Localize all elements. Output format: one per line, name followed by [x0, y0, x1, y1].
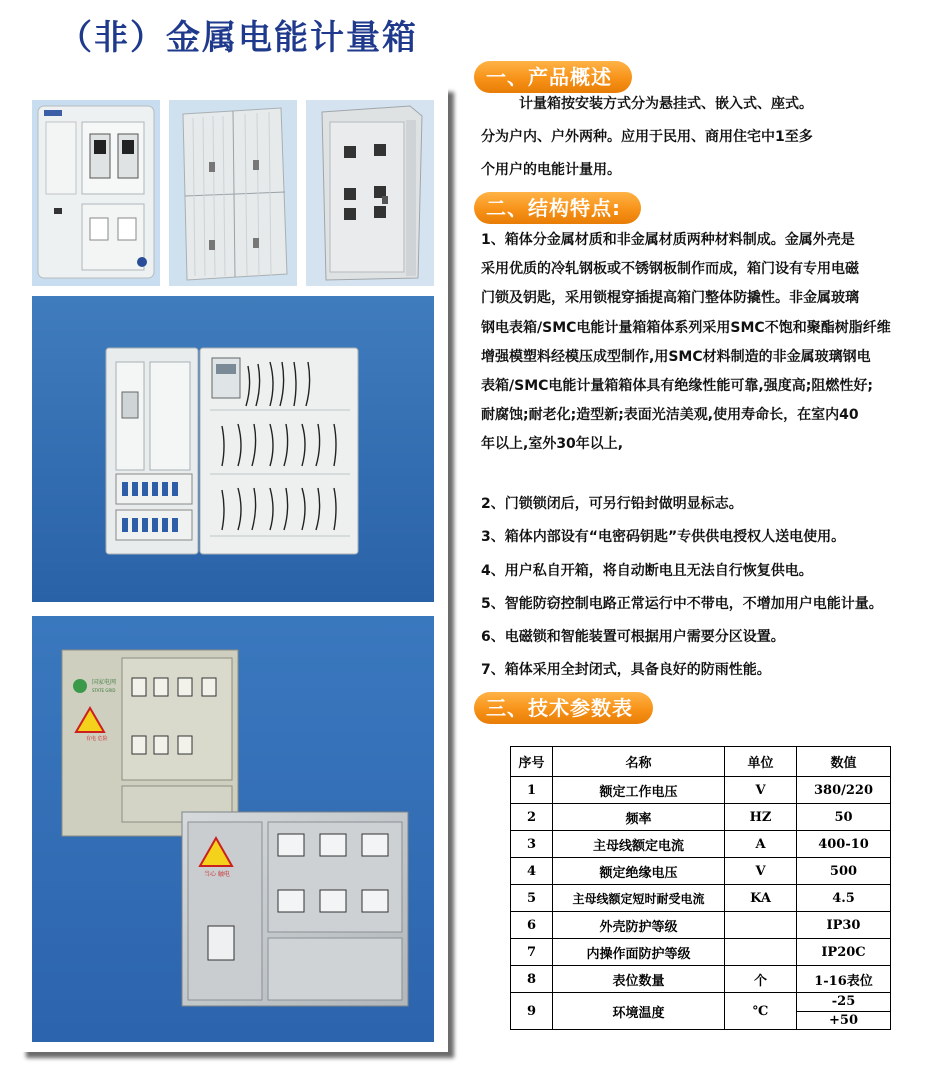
cell-unit: A: [725, 831, 797, 858]
table-row: [511, 966, 891, 993]
structure-line: 1、箱体分金属材质和非金属材质两种材料制成。金属外壳是: [481, 232, 855, 248]
structure-line: 耐腐蚀;耐老化;造型新;表面光洁美观,使用寿命长，在室内40: [481, 407, 859, 424]
photo-open-meter-box: [32, 296, 434, 602]
cell-index: 2: [511, 804, 553, 831]
section-overview-heading: 一、产品概述: [474, 61, 632, 93]
photo-metal-boxes: [32, 616, 434, 1042]
cell-value: IP30: [797, 912, 891, 939]
cell-value: 400-10: [797, 831, 891, 858]
photo-meter-box-white: [32, 100, 160, 286]
cell-index: 3: [511, 831, 553, 858]
table-row: [511, 939, 891, 966]
structure-line: 采用优质的冷轧钢板或不锈钢板制作而成，箱门设有专用电磁: [481, 261, 859, 278]
cell-value: 4.5: [797, 885, 891, 912]
overview-line: 分为户内、户外两种。应用于民用、商用住宅中1至多: [481, 129, 813, 145]
table-row: [511, 993, 891, 1030]
table-row: [511, 858, 891, 885]
table-header-row: [511, 747, 891, 777]
cell-unit: ℃: [725, 993, 797, 1030]
photo-tall-cabinet: [169, 100, 297, 286]
cell-unit: KA: [725, 885, 797, 912]
list-item: 2、门锁锁闭后，可另行铅封做明显标志。: [481, 496, 743, 512]
cell-value-temp-range: [797, 993, 891, 1030]
cell-name: 额定绝缘电压: [553, 858, 725, 885]
warning-text-1: 有电 危险: [86, 736, 108, 742]
cell-value: 1-16表位: [797, 966, 891, 993]
col-header-name: 名称: [553, 747, 725, 777]
structure-line: 增强模塑料经模压成型制作,用SMC材料制造的非金属玻璃钢电: [481, 348, 871, 365]
cell-unit: 个: [725, 966, 797, 993]
list-item: 6、电磁锁和智能装置可根据用户需要分区设置。: [481, 629, 785, 646]
section-specs-heading: 三、技术参数表: [474, 692, 653, 724]
grid-logo-text: 国家电网: [92, 679, 117, 686]
cell-index: 5: [511, 885, 553, 912]
cell-index: 6: [511, 912, 553, 939]
spec-table: [510, 746, 891, 1030]
structure-paragraph: [481, 226, 941, 460]
cell-name: 表位数量: [553, 966, 725, 993]
cell-value: 50: [797, 804, 891, 831]
col-header-index: 序号: [511, 747, 553, 777]
list-item: 5、智能防窃控制电路正常运行中不带电，不增加用户电能计量。: [481, 595, 883, 612]
list-item: 4、用户私自开箱，将自动断电且无法自行恢复供电。: [481, 562, 813, 579]
table-row: [511, 885, 891, 912]
table-row: [511, 804, 891, 831]
structure-line: 钢电表箱/SMC电能计量箱箱体系列采用SMC不饱和聚酯树脂纤维: [481, 319, 891, 336]
section-structure-heading: 二、结构特点:: [474, 192, 641, 224]
product-photo-panel: [20, 86, 448, 1052]
cell-name: 环境温度: [553, 993, 725, 1030]
overview-line: 计量箱按安装方式分为悬挂式、嵌入式、座式。: [519, 96, 813, 112]
cell-index: 9: [511, 993, 553, 1030]
cell-name: 额定工作电压: [553, 777, 725, 804]
cell-value: IP20C: [797, 939, 891, 966]
cell-unit: [725, 912, 797, 939]
list-item: 7、箱体采用全封闭式，具备良好的防雨性能。: [481, 662, 771, 679]
cell-name: 主母线额定电流: [553, 831, 725, 858]
table-row: [511, 912, 891, 939]
cell-index: 4: [511, 858, 553, 885]
cell-unit: HZ: [725, 804, 797, 831]
cell-name: 频率: [553, 804, 725, 831]
cell-unit: V: [725, 858, 797, 885]
table-row: [511, 831, 891, 858]
cell-index: 7: [511, 939, 553, 966]
cell-unit: V: [725, 777, 797, 804]
cell-unit: [725, 939, 797, 966]
grid-logo-en-text: STATE GRID: [92, 688, 116, 693]
cell-name: 主母线额定短时耐受电流: [553, 885, 725, 912]
overview-line: 个用户的电能计量用。: [481, 162, 621, 178]
warning-text-2: 当心 触电: [204, 871, 230, 878]
list-item: 3、箱体内部设有“电密码钥匙”专供供电授权人送电使用。: [481, 529, 846, 546]
structure-line: 年以上,室外30年以上,: [481, 436, 624, 453]
structure-list: [481, 488, 883, 688]
structure-line: 表箱/SMC电能计量箱箱体具有绝缘性能可靠,强度高;阻燃性好;: [481, 378, 873, 395]
cell-name: 外壳防护等级: [553, 912, 725, 939]
cell-value: 380/220: [797, 777, 891, 804]
structure-line: 门锁及钥匙，采用锁棍穿插提高箱门整体防撬性。非金属玻璃: [481, 290, 859, 307]
col-header-unit: 单位: [725, 747, 797, 777]
cell-index: 8: [511, 966, 553, 993]
overview-text: [481, 88, 813, 187]
cell-name: 内操作面防护等级: [553, 939, 725, 966]
col-header-value: 数值: [797, 747, 891, 777]
temp-max: +50: [797, 1011, 890, 1030]
page-title: （非）金属电能计量箱: [58, 18, 418, 58]
cell-index: 1: [511, 777, 553, 804]
temp-min: -25: [831, 994, 856, 1010]
table-row: [511, 777, 891, 804]
cell-value: 500: [797, 858, 891, 885]
photo-gray-cabinet: [306, 100, 434, 286]
